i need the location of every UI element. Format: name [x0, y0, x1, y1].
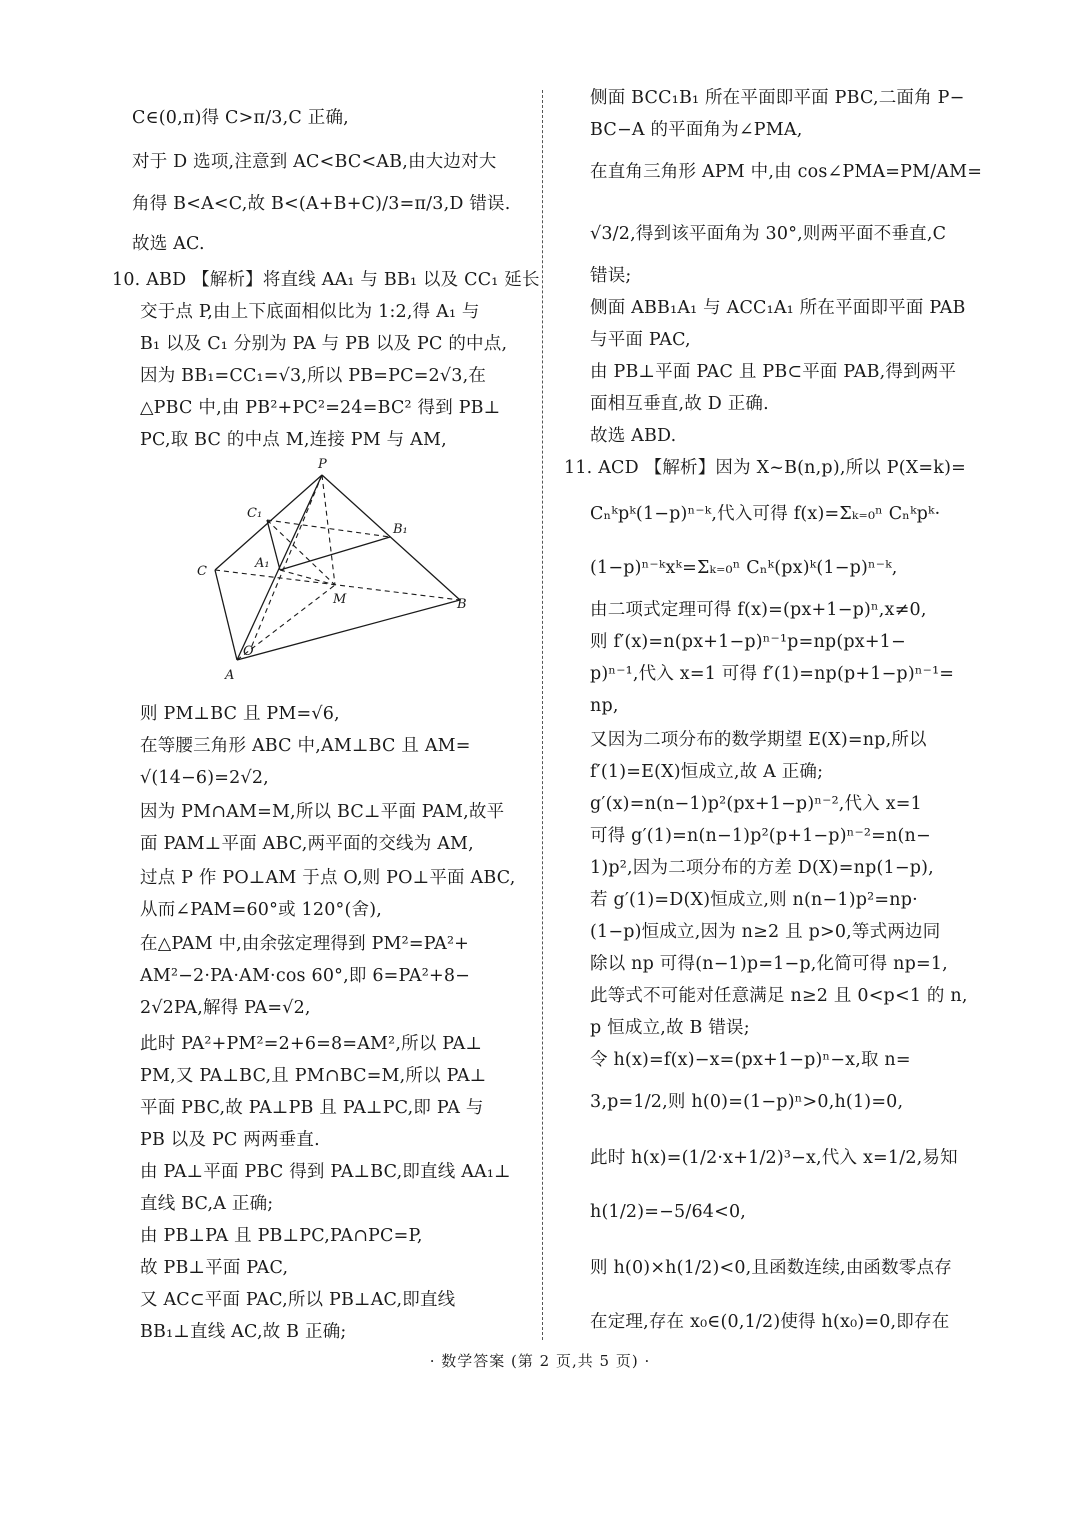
- left-text-line: 从而∠PAM=60°或 120°(舍),: [140, 900, 383, 920]
- left-text-line: 故选 AC.: [132, 234, 205, 254]
- right-text-line: (1−p)ⁿ⁻ᵏxᵏ=Σₖ₌₀ⁿ Cₙᵏ(px)ᵏ(1−p)ⁿ⁻ᵏ,: [590, 558, 898, 578]
- right-text-line: 则 h(0)×h(1/2)<0,且函数连续,由函数零点存: [590, 1258, 952, 1278]
- edge-AB: [237, 600, 460, 660]
- line-PM: [322, 475, 335, 585]
- left-text-line: PC,取 BC 的中点 M,连接 PM 与 AM,: [140, 430, 447, 450]
- right-text-line: 又因为二项分布的数学期望 E(X)=np,所以: [590, 730, 927, 750]
- right-text-line: √3/2,得到该平面角为 30°,则两平面不垂直,C: [590, 224, 947, 244]
- left-text-line: 此时 PA²+PM²=2+6=8=AM²,所以 PA⊥: [140, 1034, 483, 1054]
- left-text-line: BB₁⊥直线 AC,故 B 正确;: [140, 1322, 347, 1342]
- left-text-line: 2√2PA,解得 PA=√2,: [140, 998, 311, 1018]
- right-text-line: p 恒成立,故 B 错误;: [590, 1018, 750, 1038]
- label-P: P: [318, 457, 327, 472]
- left-text-line: 又 AC⊂平面 PAC,所以 PB⊥AC,即直线: [140, 1290, 456, 1310]
- pyramid-figure: [185, 455, 485, 685]
- right-text-line: 在定理,存在 x₀∈(0,1/2)使得 h(x₀)=0,即存在: [590, 1312, 950, 1332]
- left-text-line: 直线 BC,A 正确;: [140, 1194, 274, 1214]
- left-text-line: 10. ABD 【解析】将直线 AA₁ 与 BB₁ 以及 CC₁ 延长: [112, 270, 540, 290]
- edge-C1B1: [267, 520, 390, 537]
- right-text-line: 在直角三角形 APM 中,由 cos∠PMA=PM/AM=: [590, 162, 983, 182]
- left-text-line: 由 PB⊥PA 且 PB⊥PC,PA∩PC=P,: [140, 1226, 423, 1246]
- left-text-line: 故 PB⊥平面 PAC,: [140, 1258, 289, 1278]
- left-text-line: √(14−6)=2√2,: [140, 768, 269, 788]
- column-divider: [542, 90, 543, 1340]
- right-text-line: 与平面 PAC,: [590, 330, 691, 350]
- right-text-line: 面相互垂直,故 D 正确.: [590, 394, 769, 414]
- right-text-line: 此等式不可能对任意满足 n≥2 且 0<p<1 的 n,: [590, 986, 968, 1006]
- left-text-line: 交于点 P,由上下底面相似比为 1:2,得 A₁ 与: [140, 302, 480, 322]
- right-text-line: np,: [590, 696, 619, 716]
- right-text-line: 由 PB⊥平面 PAC 且 PB⊂平面 PAB,得到两平: [590, 362, 957, 382]
- label-A: A: [225, 668, 235, 683]
- label-B1: B₁: [393, 522, 408, 537]
- right-text-line: Cₙᵏpᵏ(1−p)ⁿ⁻ᵏ,代入可得 f(x)=Σₖ₌₀ⁿ Cₙᵏpᵏ·: [590, 504, 941, 524]
- right-text-line: 此时 h(x)=(1/2·x+1/2)³−x,代入 x=1/2,易知: [590, 1148, 958, 1168]
- left-text-line: 在等腰三角形 ABC 中,AM⊥BC 且 AM=: [140, 736, 471, 756]
- label-B: B: [457, 597, 467, 612]
- right-text-line: 错误;: [590, 266, 632, 286]
- left-text-line: 对于 D 选项,注意到 AC<BC<AB,由大边对大: [132, 152, 497, 172]
- left-text-line: PM,又 PA⊥BC,且 PM∩BC=M,所以 PA⊥: [140, 1066, 487, 1086]
- label-C1: C₁: [247, 506, 263, 521]
- right-text-line: 令 h(x)=f(x)−x=(px+1−p)ⁿ−x,取 n=: [590, 1050, 911, 1070]
- right-text-line: 由二项式定理可得 f(x)=(px+1−p)ⁿ,x≠0,: [590, 600, 927, 620]
- right-text-line: f′(1)=E(X)恒成立,故 A 正确;: [590, 762, 824, 782]
- right-text-line: 若 g′(1)=D(X)恒成立,则 n(n−1)p²=np·: [590, 890, 918, 910]
- left-text-line: 则 PM⊥BC 且 PM=√6,: [140, 704, 340, 724]
- right-text-line: BC−A 的平面角为∠PMA,: [590, 120, 803, 140]
- left-text-line: PB 以及 PC 两两垂直.: [140, 1130, 320, 1150]
- left-text-line: 因为 PM∩AM=M,所以 BC⊥平面 PAM,故平: [140, 802, 505, 822]
- right-text-line: 可得 g′(1)=n(n−1)p²(p+1−p)ⁿ⁻²=n(n−: [590, 826, 931, 846]
- right-text-line: 则 f′(x)=n(px+1−p)ⁿ⁻¹p=np(px+1−: [590, 632, 906, 652]
- right-text-line: h(1/2)=−5/64<0,: [590, 1202, 747, 1222]
- label-A1: A₁: [255, 556, 270, 571]
- right-text-line: 除以 np 可得(n−1)p=1−p,化简可得 np=1,: [590, 954, 948, 974]
- left-text-line: △PBC 中,由 PB²+PC²=24=BC² 得到 PB⊥: [140, 398, 501, 418]
- right-text-line: 故选 ABD.: [590, 426, 677, 446]
- left-text-line: AM²−2·PA·AM·cos 60°,即 6=PA²+8−: [140, 966, 471, 986]
- edge-CA: [215, 570, 237, 660]
- edge-A1B1: [280, 537, 390, 570]
- left-text-line: 过点 P 作 PO⊥AM 于点 O,则 PO⊥平面 ABC,: [140, 868, 516, 888]
- label-M: M: [333, 592, 347, 607]
- right-text-line: p)ⁿ⁻¹,代入 x=1 可得 f′(1)=np(p+1−p)ⁿ⁻¹=: [590, 664, 955, 684]
- label-O: O: [243, 644, 254, 659]
- right-text-line: 1)p²,因为二项分布的方差 D(X)=np(1−p),: [590, 858, 934, 878]
- left-text-line: 在△PAM 中,由余弦定理得到 PM²=PA²+: [140, 934, 470, 954]
- right-text-line: 侧面 BCC₁B₁ 所在平面即平面 PBC,二面角 P−: [590, 88, 965, 108]
- left-text-line: 因为 BB₁=CC₁=√3,所以 PB=PC=2√3,在: [140, 366, 487, 386]
- left-text-line: 平面 PBC,故 PA⊥PB 且 PA⊥PC,即 PA 与: [140, 1098, 484, 1118]
- page-footer: · 数学答案 (第 2 页,共 5 页) ·: [429, 1352, 651, 1370]
- left-text-line: 由 PA⊥平面 PBC 得到 PA⊥BC,即直线 AA₁⊥: [140, 1162, 511, 1182]
- left-text-line: C∈(0,π)得 C>π/3,C 正确,: [132, 108, 349, 128]
- right-text-line: 侧面 ABB₁A₁ 与 ACC₁A₁ 所在平面即平面 PAB: [590, 298, 966, 318]
- edge-PB: [322, 475, 460, 600]
- right-text-line: 3,p=1/2,则 h(0)=(1−p)ⁿ>0,h(1)=0,: [590, 1092, 904, 1112]
- right-text-line: (1−p)恒成立,因为 n≥2 且 p>0,等式两边同: [590, 922, 941, 942]
- left-text-line: B₁ 以及 C₁ 分别为 PA 与 PB 以及 PC 的中点,: [140, 334, 508, 354]
- label-C: C: [197, 564, 207, 579]
- left-text-line: 面 PAM⊥平面 ABC,两平面的交线为 AM,: [140, 834, 474, 854]
- left-text-line: 角得 B<A<C,故 B<(A+B+C)/3=π/3,D 错误.: [132, 194, 511, 214]
- right-text-line: g′(x)=n(n−1)p²(px+1−p)ⁿ⁻²,代入 x=1: [590, 794, 922, 814]
- right-text-line: 11. ACD 【解析】因为 X~B(n,p),所以 P(X=k)=: [564, 458, 966, 478]
